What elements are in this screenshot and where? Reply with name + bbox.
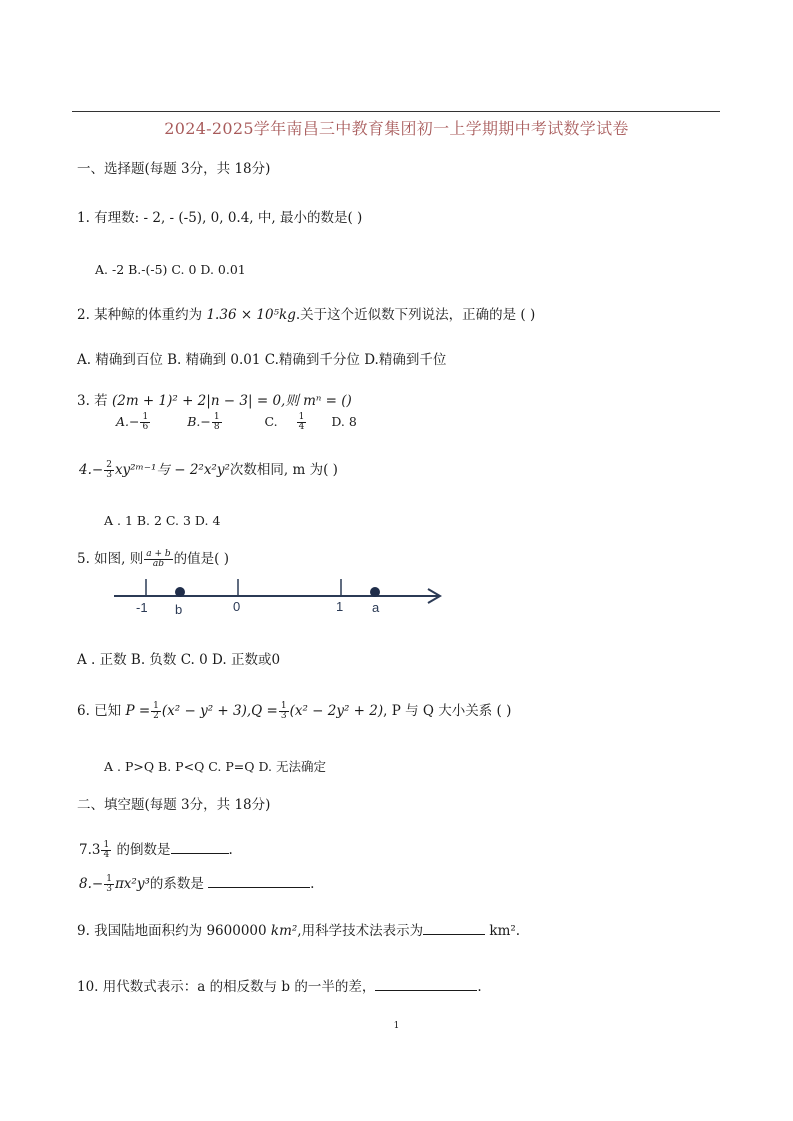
question-7-suffix: 的倒数是 bbox=[112, 842, 171, 858]
question-1-text: 1. 有理数: - 2, - (-5), 0, 0.4, 中, 最小的数是( ) bbox=[77, 210, 363, 226]
point-b bbox=[175, 587, 185, 597]
question-8-end: . bbox=[310, 876, 315, 892]
number-line-figure bbox=[110, 576, 445, 618]
question-6-p-fraction bbox=[151, 702, 161, 721]
option-c-fraction bbox=[297, 413, 307, 432]
question-4-prefix: 4.− bbox=[79, 462, 104, 478]
question-7 bbox=[79, 838, 233, 860]
option-a-fraction bbox=[140, 413, 150, 432]
question-8-suffix: 的系数是 bbox=[149, 876, 209, 892]
question-8-prefix: 8.− bbox=[79, 876, 104, 892]
question-6-q-fraction bbox=[279, 702, 289, 721]
question-6-p-lhs: P = bbox=[125, 703, 151, 719]
option-a-label: A.− bbox=[116, 414, 140, 429]
question-3-suffix: ,则 mⁿ = () bbox=[281, 393, 352, 409]
label-minus-one: -1 bbox=[136, 600, 148, 615]
page-number: 1 bbox=[393, 1021, 400, 1031]
question-5-suffix: 的值是( ) bbox=[173, 551, 229, 567]
label-b: b bbox=[175, 602, 183, 617]
question-8-expression: πx²y³ bbox=[114, 876, 150, 892]
question-5-prefix: 5. 如图, 则 bbox=[77, 551, 144, 567]
question-7-end: . bbox=[228, 842, 233, 858]
question-4-options: A . 1 B. 2 C. 3 D. 4 bbox=[104, 513, 221, 528]
option-b-fraction bbox=[212, 413, 222, 432]
question-6-p-numerator: 1 bbox=[153, 701, 159, 711]
question-2-prefix: 2. 某种鲸的体重约为 bbox=[77, 307, 207, 323]
option-c-label: C. bbox=[264, 414, 278, 429]
question-10-end: . bbox=[477, 979, 482, 995]
question-5-numerator: a + b bbox=[146, 549, 171, 559]
question-8-answer-blank bbox=[208, 875, 310, 888]
label-one: 1 bbox=[336, 599, 344, 614]
option-b-label: B.− bbox=[187, 414, 211, 429]
question-2-suffix: .关于这个近似数下列说法，正确的是 ( ) bbox=[295, 307, 536, 323]
question-5-options: A . 正数 B. 负数 C. 0 D. 正数或0 bbox=[77, 652, 281, 668]
question-2-options: A. 精确到百位 B. 精确到 0.01 C.精确到千分位 D.精确到千位 bbox=[77, 352, 447, 368]
question-1-options: A. -2 B.-(-5) C. 0 D. 0.01 bbox=[95, 262, 246, 277]
question-4 bbox=[79, 458, 338, 480]
question-10-answer-blank bbox=[375, 978, 477, 991]
question-6-p-denominator: 2 bbox=[153, 711, 159, 721]
question-3-prefix: 3. 若 bbox=[77, 393, 112, 409]
section-heading-choice: 一、选择题(每题 3分，共 18分) bbox=[77, 161, 271, 177]
question-7-denominator: 4 bbox=[103, 850, 110, 860]
question-6-q-numerator: 1 bbox=[280, 701, 287, 711]
question-8-fraction bbox=[104, 875, 114, 894]
option-c-denominator: 4 bbox=[298, 422, 305, 432]
question-3-expression: (2m + 1)² + 2|n − 3| = 0 bbox=[111, 393, 282, 409]
point-a bbox=[370, 587, 380, 597]
question-9-suffix: ,用科学技术法表示为 bbox=[297, 923, 424, 939]
option-c-numerator: 1 bbox=[298, 412, 305, 422]
question-9-prefix: 9. 我国陆地面积约为 9600000 bbox=[77, 923, 271, 939]
question-2-expression: 1.36 × 10⁵kg bbox=[206, 307, 296, 323]
question-9-unit: km² bbox=[270, 923, 298, 939]
question-3-options bbox=[116, 413, 357, 432]
question-9 bbox=[77, 919, 520, 939]
question-6-p-body: (x² − y² + 3),Q = bbox=[161, 703, 278, 719]
question-6-prefix: 6. 已知 bbox=[77, 703, 126, 719]
question-7-answer-blank bbox=[171, 841, 229, 854]
question-4-suffix: 次数相同, m 为( ) bbox=[229, 462, 338, 478]
question-6-options: A . P>Q B. P<Q C. P=Q D. 无法确定 bbox=[104, 759, 326, 774]
question-6 bbox=[77, 699, 511, 721]
question-3 bbox=[77, 389, 352, 409]
question-8-denominator: 3 bbox=[106, 884, 112, 894]
section-heading-fill: 二、填空题(每题 3分，共 18分) bbox=[77, 797, 271, 813]
question-2 bbox=[77, 303, 535, 323]
question-8 bbox=[79, 872, 314, 894]
question-6-suffix: , P 与 Q 大小关系 ( ) bbox=[383, 703, 512, 719]
question-4-term: xy²ᵐ⁻¹ bbox=[114, 462, 157, 478]
question-6-q-denominator: 3 bbox=[280, 711, 287, 721]
question-7-numerator: 1 bbox=[103, 840, 110, 850]
question-6-q-body: (x² − 2y² + 2) bbox=[289, 703, 384, 719]
question-9-answer-blank bbox=[423, 922, 485, 935]
question-5 bbox=[77, 547, 229, 569]
question-9-end: km². bbox=[485, 923, 521, 939]
document-title: 2024-2025学年南昌三中教育集团初一上学期期中考试数学试卷 bbox=[164, 119, 629, 138]
question-8-numerator: 1 bbox=[106, 874, 112, 884]
option-a-numerator: 1 bbox=[142, 412, 149, 422]
label-a: a bbox=[372, 600, 380, 615]
question-4-fraction bbox=[104, 461, 114, 480]
question-5-fraction bbox=[144, 550, 172, 569]
label-zero: 0 bbox=[233, 599, 241, 614]
question-5-denominator: ab bbox=[152, 559, 165, 569]
question-10-text: 10. 用代数式表示：a 的相反数与 b 的一半的差， bbox=[77, 979, 376, 995]
option-a-denominator: 6 bbox=[142, 422, 149, 432]
option-b-numerator: 1 bbox=[213, 412, 220, 422]
question-10 bbox=[77, 975, 482, 995]
question-7-prefix: 7.3 bbox=[79, 842, 101, 858]
question-4-numerator: 2 bbox=[106, 460, 112, 470]
header-rule bbox=[72, 111, 720, 112]
question-4-mid: 与 − 2²x²y² bbox=[156, 462, 230, 478]
option-d-label: D. 8 bbox=[331, 414, 357, 429]
question-7-fraction bbox=[101, 841, 111, 860]
question-4-denominator: 3 bbox=[106, 470, 112, 480]
option-b-denominator: 8 bbox=[213, 422, 220, 432]
